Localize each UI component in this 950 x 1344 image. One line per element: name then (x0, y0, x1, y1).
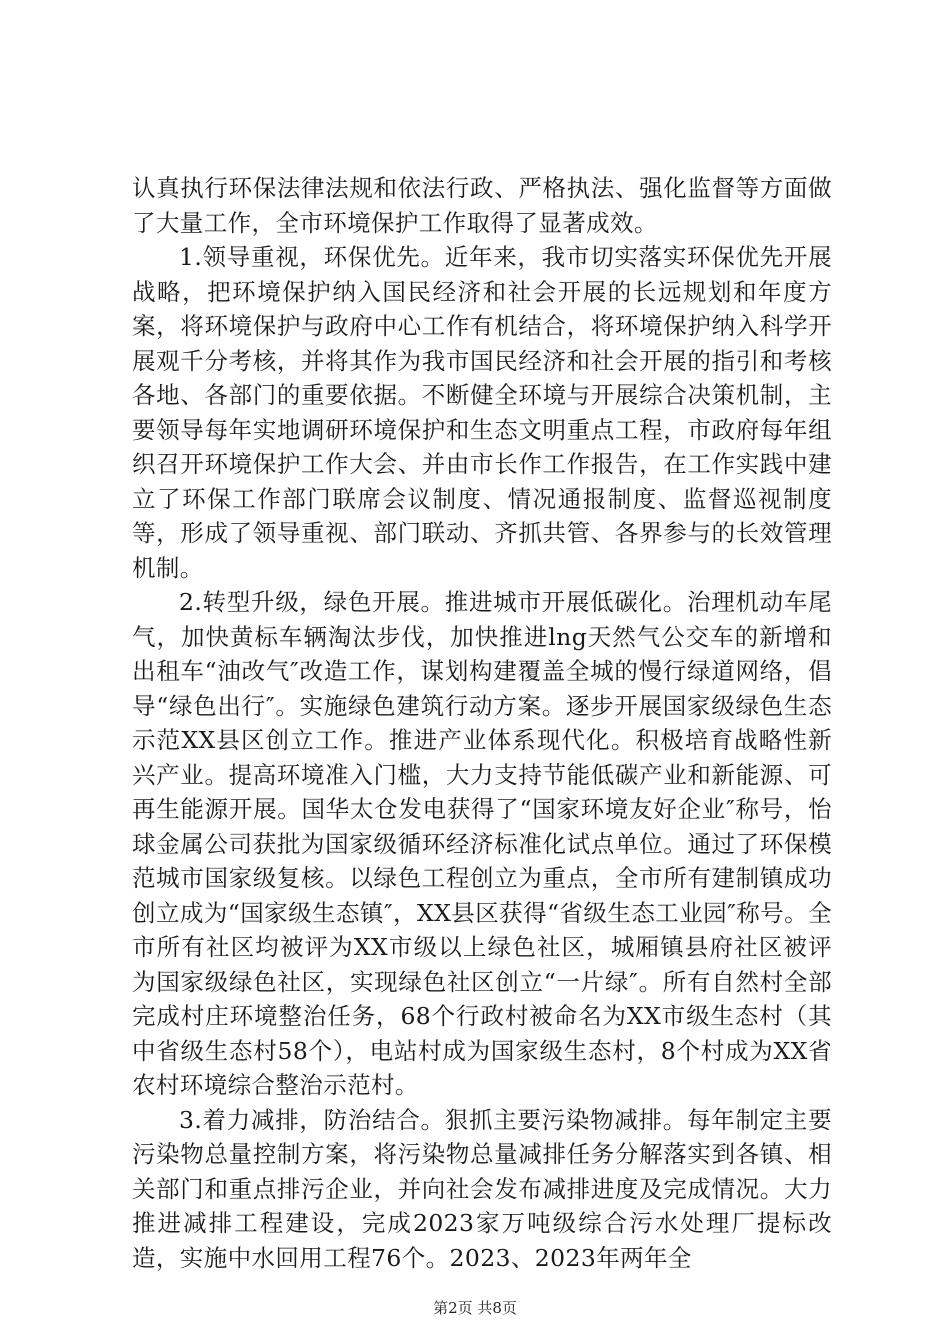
paragraph-leadership-priority: 1.领导重视，环保优先。近年来，我市切实落实环保优先开展战略，把环境保护纳入国民经济和社会开展的长远规划和年度方案，将环境保护与政府中心工作有机结合，将环境保护纳入科学开展观千分考核，并将其作为我市国民经济和社会开展的指引和考核各地、各部门的重要依据。不断健全环境与开展综合决策机制，主要领导每年实地调研环境保护和生态文明重点工程，市政府每年组织召开环境保护工作大会、并由市长作工作报告，在工作实践中建立了环保工作部门联席会议制度、情况通报制度、监督巡视制度等，形成了领导重视、部门联动、齐抓共管、各界参与的长效管理机制。 (132, 243, 832, 582)
paragraph-intro-continuation: 认真执行环保法律法规和依法行政、严格执法、强化监督等方面做了大量工作，全市环境保护工作取得了显著成效。 (132, 174, 832, 237)
document-body (132, 171, 832, 1275)
page-footer (0, 1297, 950, 1318)
page-number: 第2页 共8页 (433, 1299, 517, 1317)
paragraph-emission-reduction: 3.着力减排，防治结合。狠抓主要污染物减排。每年制定主要污染物总量控制方案，将污染物总量减排任务分解落实到各镇、相关部门和重点排污企业，并向社会发布减排进度及完成情况。大力推进减排工程建设，完成2023家万吨级综合污水处理厂提标改造，实施中水回用工程76个。2023、2023年两年全 (132, 1105, 832, 1272)
paragraph-green-transformation: 2.转型升级，绿色开展。推进城市开展低碳化。治理机动车尾气，加快黄标车辆淘汰步伐，加快推进lng天然气公交车的新增和出租车“油改气″改造工作，谋划构建覆盖全城的慢行绿道网络，倡导“绿色出行″。实施绿色建筑行动方案。逐步开展国家级绿色生态示范XX县区创立工作。推进产业体系现代化。积极培育战略性新兴产业。提高环境准入门槛，大力支持节能低碳产业和新能源、可再生能源开展。国华太仓发电获得了“国家环境友好企业″称号，怡球金属公司获批为国家级循环经济标准化试点单位。通过了环保模范城市国家级复核。以绿色工程创立为重点，全市所有建制镇成功创立成为“国家级生态镇″，XX县区获得“省级生态工业园″称号。全市所有社区均被评为XX市级以上绿色社区，城厢镇县府社区被评为国家级绿色社区，实现绿色社区创立“一片绿″。所有自然村全部完成村庄环境整治任务，68个行政村被命名为XX市级生态村（其中省级生态村58个），电站村成为国家级生态村，8个村成为XX省农村环境综合整治示范村。 (132, 588, 832, 1099)
